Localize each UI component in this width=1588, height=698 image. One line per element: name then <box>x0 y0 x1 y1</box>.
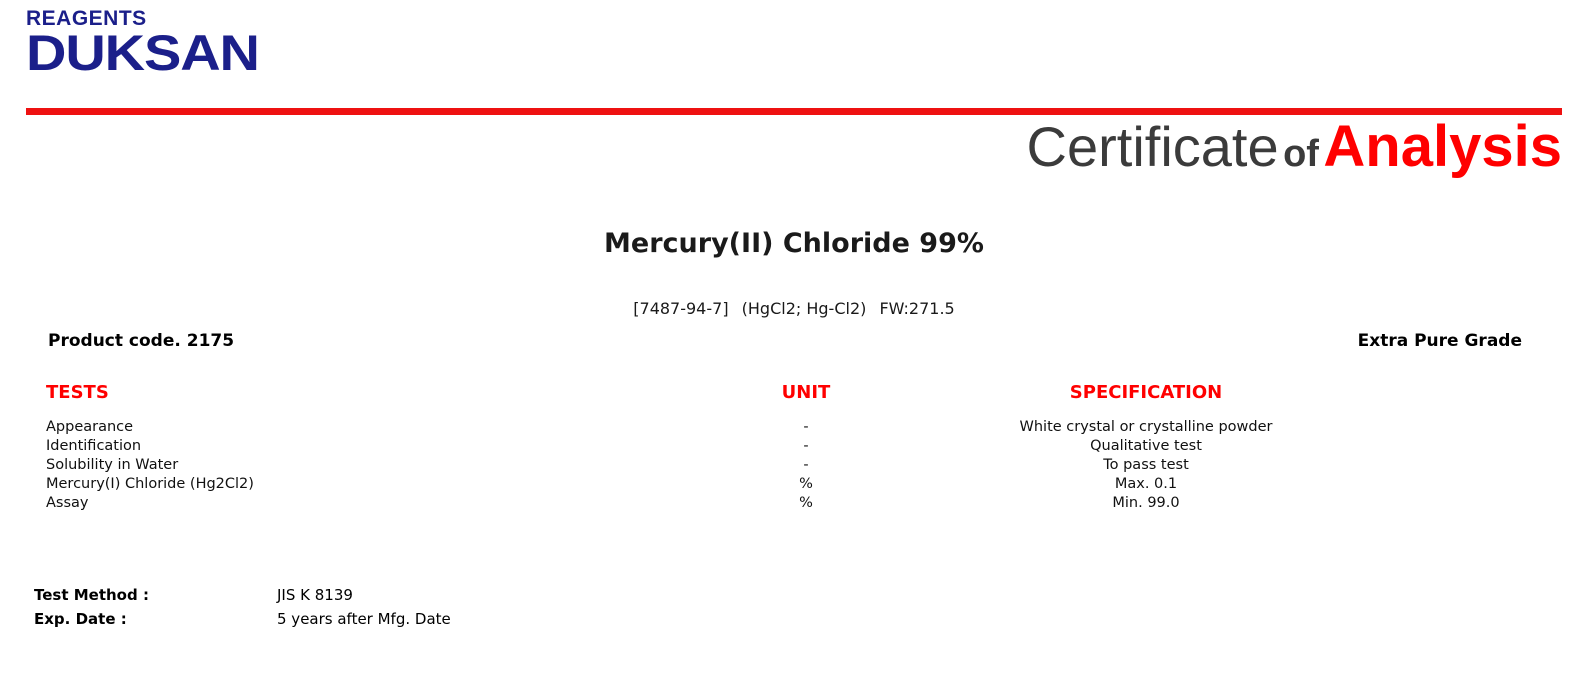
formula-weight: FW:271.5 <box>879 299 955 318</box>
footer-fields <box>34 586 451 634</box>
table-row <box>46 436 1542 455</box>
column-header-specification: SPECIFICATION <box>1069 382 1223 403</box>
cell-unit: - <box>803 437 809 454</box>
heading-certificate-word: Certificate <box>1026 115 1279 178</box>
cell-spacer <box>1366 474 1542 493</box>
cell-spacer <box>1366 455 1542 474</box>
logo-duksan-text: DUKSAN <box>26 25 259 81</box>
table-row <box>46 493 1542 512</box>
heading-of-word: of <box>1283 133 1319 175</box>
test-method-value: JIS K 8139 <box>277 586 353 604</box>
cell-specification: To pass test <box>1103 456 1189 473</box>
table-body <box>46 417 1542 512</box>
product-code: Product code. 2175 <box>48 331 235 351</box>
exp-date-row <box>34 610 451 628</box>
cell-specification: Min. 99.0 <box>1112 494 1180 511</box>
specification-table <box>46 382 1542 512</box>
exp-date-value: 5 years after Mfg. Date <box>277 610 451 628</box>
product-grade: Extra Pure Grade <box>1357 331 1522 351</box>
product-identifiers <box>0 299 1588 318</box>
cell-unit: - <box>803 456 809 473</box>
cell-unit: % <box>799 475 813 492</box>
cas-number: [7487-94-7] <box>633 299 729 318</box>
exp-date-label: Exp. Date : <box>34 610 127 628</box>
cell-unit: % <box>799 494 813 511</box>
test-method-label: Test Method : <box>34 586 149 604</box>
cell-specification: White crystal or crystalline powder <box>1019 418 1273 435</box>
duksan-logo <box>26 7 326 81</box>
cell-test-name: Solubility in Water <box>46 456 179 473</box>
column-header-tests: TESTS <box>46 382 109 403</box>
cell-specification: Max. 0.1 <box>1114 475 1178 492</box>
cell-spacer <box>1366 417 1542 436</box>
cell-test-name: Identification <box>46 437 142 454</box>
table-header-row <box>46 382 1542 417</box>
column-header-spacer <box>1366 382 1542 417</box>
table-row <box>46 455 1542 474</box>
chemical-formula: (HgCl2; Hg-Cl2) <box>741 299 867 318</box>
cell-unit: - <box>803 418 809 435</box>
heading-analysis-word: Analysis <box>1323 114 1562 179</box>
cell-spacer <box>1366 493 1542 512</box>
document-heading <box>1026 114 1562 179</box>
cell-test-name: Assay <box>46 494 89 511</box>
cell-test-name: Appearance <box>46 418 134 435</box>
product-title: Mercury(II) Chloride 99% <box>604 228 984 259</box>
test-method-row <box>34 586 451 604</box>
column-header-unit: UNIT <box>781 382 831 403</box>
logo-reagents-text: REAGENTS <box>26 7 147 30</box>
cell-spacer <box>1366 436 1542 455</box>
cell-specification: Qualitative test <box>1090 437 1202 454</box>
table-row <box>46 474 1542 493</box>
table-row <box>46 417 1542 436</box>
cell-test-name: Mercury(I) Chloride (Hg2Cl2) <box>46 475 254 492</box>
